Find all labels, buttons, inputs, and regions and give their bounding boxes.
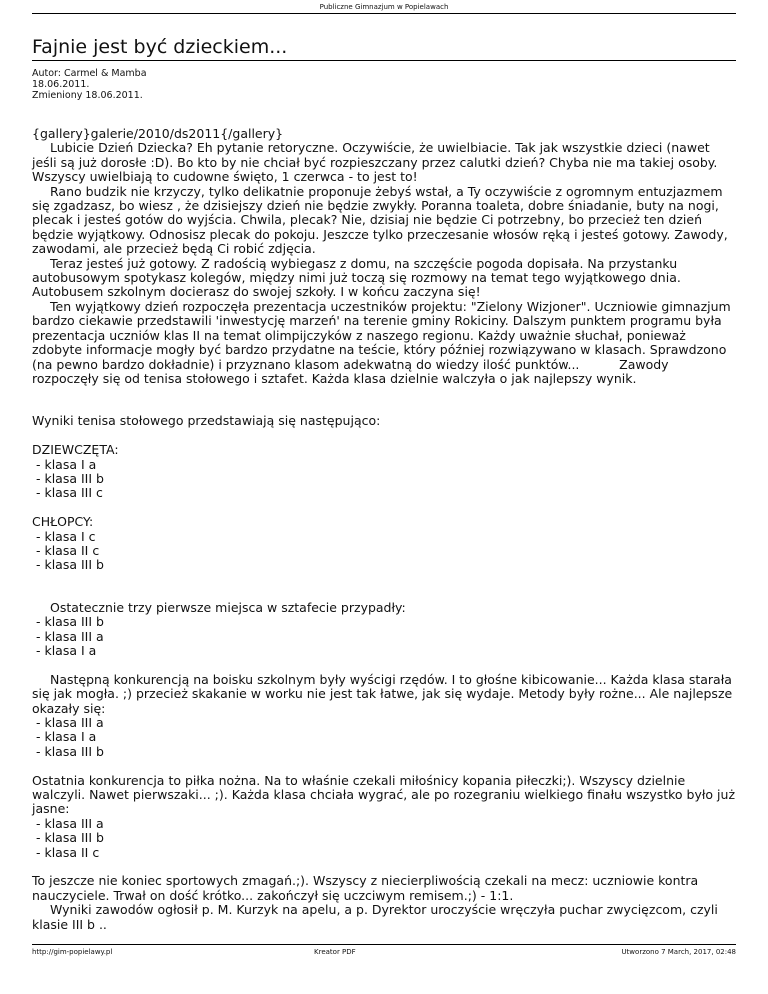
gallery-tag: {gallery}galerie/2010/ds2011{/gallery} [32, 126, 284, 141]
list-item: - klasa I a [32, 456, 97, 472]
footer-rule [32, 944, 736, 945]
paragraph-2: Rano budzik nie krzyczy, tylko delikatnie proponuje żebyś wstał, a Ty oczywiście z ogromnym entuzjazmem się zgadzasz, bo wiesz , że dzisiejszy dzień nie będzie zwykły. Poranna toaleta, dobre śniadanie, buty na nogi, plecak i jesteś gotów do wyjścia. Chwila, plecak? Nie, dzisiaj nie będzie Ci potrzebny, bo przecież ten dzień będzie wyjątkowy. Odnosisz plecak do pokoju. Jeszcze tylko przeczesanie włosów ręką i jesteś gotowy. Zawody, zawodami, ale przecież będą Ci robić zdjęcia. [32, 183, 728, 257]
list-item: - klasa III b [32, 614, 104, 630]
list-item: - klasa III b [32, 743, 104, 759]
list-item: - klasa II c [32, 844, 100, 860]
football-text: Ostatnia konkurencja to piłka nożna. Na to właśnie czekali miłośnicy kopania piłeczki;). Wszyscy dzielnie walczyli. Nawet pierwszaki... ;). Każda klasa chciała wygrać, ale po rozegraniu wielkiego finału wszystko było już jasne: [32, 772, 736, 817]
girls-label: DZIEWCZĘTA: [32, 442, 119, 458]
list-item: - klasa III c [32, 485, 103, 501]
article-title: Fajnie jest być dzieckiem... [32, 36, 288, 58]
footer-created: Utworzono 7 March, 2017, 02:48 [621, 948, 736, 956]
author-line: Autor: Carmel & Mamba [32, 68, 147, 79]
article-body [32, 127, 736, 932]
page-header [0, 0, 768, 12]
paragraph-1: Lubicie Dzień Dziecka? Eh pytanie retoryczne. Oczywiście, że uwielbiacie. Tak jak wszystkie dzieci (nawet jeśli są już dorosłe :D). Bo kto by nie chciał być rozpieszczany przez calutki dzień? Chyba nie ma takiej osoby. Wszyscy uwielbiają to cudowne święto, 1 czerwca - to jest to! [32, 140, 718, 185]
header-rule [32, 13, 736, 14]
list-item: - klasa III a [32, 714, 104, 730]
list-item: - klasa I c [32, 528, 96, 544]
relay-intro: Ostatecznie trzy pierwsze miejsca w sztafecie przypadły: [50, 599, 406, 615]
paragraph-4: Ten wyjątkowy dzień rozpoczęła prezentacja uczestników projektu: "Zielony Wizjoner". Uczniowie gimnazjum bardzo ciekawie przedstawili 'inwestycję marzeń' na terenie gminy Rokiciny. Dalszym punktem programu była prezentacja uczniów klas II na temat olimpijczyków z naszego regionu. Każdy uważnie słuchał, ponieważ zdobyte informacje mogły być bardzo przydatne na teście, który później rozwiązywano w klasach. Sprawdzono (na pewno bardzo dokładnie) i przyznano klasom adekwatną do wiedzy ilość punktów... Zawody rozpoczęły się od tenisa stołowego i sztafet. Każda klasa dzielnie walczyła o jak najlepszy wynik. [32, 298, 735, 386]
list-item: - klasa III b [32, 830, 104, 846]
list-item: - klasa III b [32, 557, 104, 573]
tennis-intro: Wyniki tenisa stołowego przedstawiają się następująco: [32, 413, 381, 429]
match-text: To jeszcze nie koniec sportowych zmagań.;). Wszyscy z niecierpliwością czekali na mecz: uczniowie kontra nauczyciele. Trwał on dość krótko... zakończył się uczciwym remisem.;) - 1:1. [32, 873, 699, 903]
list-item: - klasa I a [32, 729, 97, 745]
list-item: - klasa II c [32, 542, 100, 558]
boys-label: CHŁOPCY: [32, 514, 94, 530]
races-text: Następną konkurencją na boisku szkolnym były wyścigi rzędów. I to głośne kibicowanie... Każda klasa starała się jak mogła. ;) przecież skakanie w worku nie jest tak łatwe, jak się wydaje. Metody były rożne... Ale najlepsze okazały się: [32, 671, 733, 716]
list-item: - klasa III b [32, 470, 104, 486]
footer-url[interactable]: http://gim-popielawy.pl [32, 948, 113, 956]
list-item: - klasa I a [32, 642, 97, 658]
article-meta [32, 68, 147, 101]
modified-line: Zmieniony 18.06.2011. [32, 90, 143, 101]
list-item: - klasa III a [32, 628, 104, 644]
list-item: - klasa III a [32, 815, 104, 831]
school-name: Publiczne Gimnazjum w Popielawach [319, 3, 449, 11]
footer-generator: Kreator PDF [314, 948, 356, 956]
title-rule [32, 60, 736, 61]
date-line: 18.06.2011. [32, 79, 90, 90]
paragraph-3: Teraz jesteś już gotowy. Z radością wybiegasz z domu, na szczęście pogoda dopisała. Na przystanku autobusowym spotykasz kolegów, między nimi już toczą się rozmowy na temat tego wyjątkowego dnia. Autobusem szkolnym docierasz do swojej szkoły. I w końcu zaczyna się! [32, 255, 681, 300]
final-text: Wyniki zawodów ogłosił p. M. Kurzyk na apelu, a p. Dyrektor uroczyście wręczyła puchar zwycięzcom, czyli klasie III b .. [32, 902, 718, 932]
